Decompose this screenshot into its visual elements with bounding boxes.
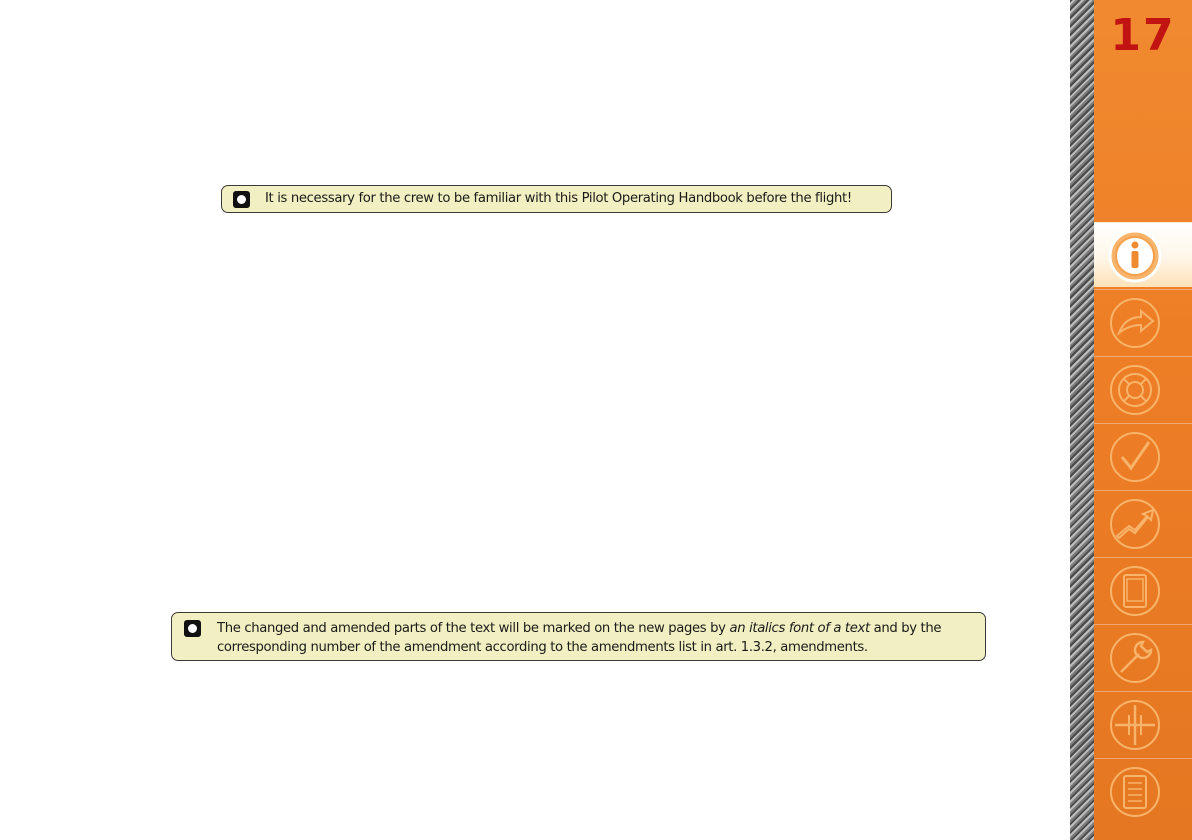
sidebar-edge-stripes [1070,0,1094,840]
info-icon [1107,228,1163,284]
wrench-icon [1107,630,1163,686]
arrow-right-icon [1107,295,1163,351]
amendments-italic-example: an italics font of a text [729,621,870,636]
lifebuoy-icon [1107,362,1163,418]
tab-emergency[interactable] [1094,356,1192,421]
amendments-line-1 [217,619,941,638]
tablet-icon [1107,563,1163,619]
checklist-icon [1107,764,1163,820]
amendments-notice-text [217,619,941,657]
amendments-notice-box [171,612,986,661]
amendments-line-2: corresponding number of the amendment according to the amendments list in art. 1.3.2, amendments. [217,640,868,655]
tab-performance[interactable] [1094,490,1192,555]
tab-weight-balance[interactable] [1094,557,1192,622]
tab-systems[interactable] [1094,691,1192,756]
chapter-sidebar [1070,0,1192,840]
performance-arrow-icon [1107,496,1163,552]
tab-checklists[interactable] [1094,758,1192,823]
note-bullet-icon [184,620,201,637]
page-number: 17 [1110,10,1176,61]
crew-notice-text: It is necessary for the crew to be familiar with this Pilot Operating Handbook before the flight! [265,191,852,206]
crew-notice-box [221,185,892,213]
amendments-line-1-start: The changed and amended parts of the text will be marked on the new pages by [217,621,730,636]
amendments-line-1-end: and by the [869,621,942,636]
tab-limitations[interactable] [1094,289,1192,354]
tab-normal-procedures[interactable] [1094,423,1192,488]
tab-maintenance[interactable] [1094,624,1192,689]
checkmark-icon [1107,429,1163,485]
scale-icon [1107,697,1163,753]
note-bullet-icon [233,191,250,208]
tab-general-info[interactable] [1094,222,1192,287]
